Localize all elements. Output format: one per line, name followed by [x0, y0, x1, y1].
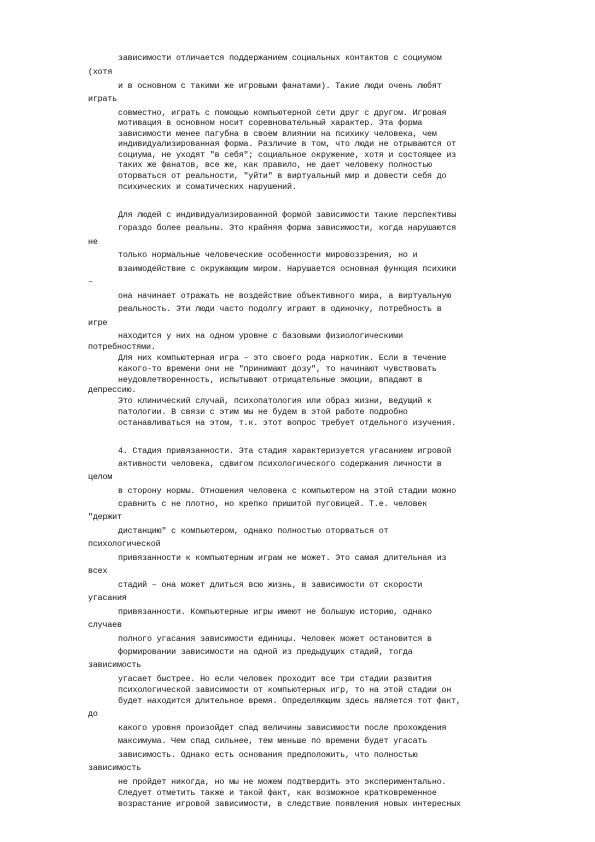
text-line: неудовлетворенность, испытывают отрицательные эмоции, впадают в [118, 376, 423, 385]
text-line: не пройдет никогда, но мы не можем подтвердить это экспериментально. [118, 778, 447, 787]
text-line: потребностями. [88, 343, 156, 352]
text-line: Это клинический случай, психопатология или образ жизни, ведущий к [118, 397, 432, 406]
text-line: Следует отметить также и такой факт, как возможное кратковременное [118, 789, 437, 798]
text-line: максимума. Чем спад сильнее, тем меньше по времени будет угасать [118, 737, 428, 746]
text-line: зависимости менее пагубна в своем влиянии на психику человека, чем [118, 130, 437, 139]
text-line: гораздо более реальны. Это крайняя форма зависимости, когда нарушаются [118, 224, 457, 233]
text-line: таких же фанатов, все же, как правило, не дает человеку полностью [118, 161, 432, 170]
text-line: не [88, 238, 98, 247]
text-line: индивидуализированная форма. Различие в том, что люди не отрываются от [118, 140, 457, 149]
text-line: мотивация в основном носит соревновательный характер. Эта форма [118, 119, 423, 128]
text-line: стадий – она может длиться всю жизнь, в зависимости от скорости [118, 581, 423, 590]
text-line: психологической [88, 540, 161, 549]
text-line: полного угасания зависимости единицы. Человек может остановится в [118, 635, 432, 644]
text-line: зависимости отличается поддержанием социальных контактов с социумом [118, 54, 442, 63]
text-line: оторваться от реальности, "уйти" в виртуальный мир и довести себя до [118, 172, 447, 181]
text-line: останавливаться на этом, т.к. этот вопрос требует отдельного изучения. [118, 419, 457, 428]
text-line: угасает быстрее. Но если человек проходит все три стадии развития [118, 675, 432, 684]
text-line: угасания [88, 594, 127, 603]
text-line: формировании зависимости на одной из предыдущих стадий, тогда [118, 648, 413, 657]
text-line: "держит [88, 513, 122, 522]
text-line: до [88, 710, 98, 719]
text-line: (хотя [88, 68, 113, 77]
text-line: психологической зависимости от компьютерных игр, то на этой стадии он [118, 686, 452, 695]
text-line: какого-то времени они не "принимают дозу", то начинают чувствовать [118, 365, 437, 374]
text-line: дистанцию" с компьютером, однако полностью оторваться от [118, 527, 389, 536]
text-line: 4. Стадия привязанности. Эта стадия характеризуется угасанием игровой [118, 447, 452, 456]
text-line: социума, не уходят "в себя"; социальное окружение, хотя и состоящее из [118, 151, 457, 160]
text-line: Для людей с индивидуализированной формой зависимости такие перспективы [118, 211, 457, 220]
text-line: привязанности к компьютерным играм не может. Это самая длительная из [118, 554, 447, 563]
text-line: Для них компьютерная игра – это своего рода наркотик. Если в течение [118, 354, 447, 363]
text-line: будет находится длительное время. Определяющим здесь является тот факт, [118, 697, 461, 706]
text-line: зависимость. Однако есть основания предположить, что полностью [118, 751, 418, 760]
text-line: целом [88, 473, 113, 482]
text-line: психических и соматических нарушений. [118, 183, 297, 192]
text-line: зависимость [88, 764, 142, 773]
text-line: патологии. В связи с этим мы не будем в этой работе подробно [118, 408, 408, 417]
text-line: случаев [88, 621, 122, 630]
text-line: взаимодействие с окружающим миром. Нарушается основная функция психики [118, 265, 457, 274]
text-line: реальность. Эти люди часто подолгу играют в одиночку, потребность в [118, 305, 442, 314]
text-line: находится у них на одном уровне с базовыми физиологическими [118, 332, 403, 341]
text-line: играть [88, 95, 117, 104]
text-line: сравнить с не плотно, но крепко пришитой пуговицей. Т.е. человек [118, 500, 428, 509]
text-line: в сторону нормы. Отношения человека с компьютером на этой стадии можно [118, 487, 457, 496]
text-line: зависимость [88, 661, 142, 670]
text-line: и в основном с такими же игровыми фанатами). Такие люди очень любят [118, 82, 442, 91]
text-line: какого уровня произойдет спад величины зависимости после прохождения [118, 724, 447, 733]
text-line: совместно, играть с помощью компьютерной сети друг с другом. Игровая [118, 109, 447, 118]
text-line: она начинает отражать не воздействие объективного мира, а виртуальную [118, 292, 452, 301]
text-line: активности человека, сдвигом психологического содержания личности в [118, 460, 442, 469]
text-line: только нормальные человеческие особенности мировоззрения, но и [118, 251, 418, 260]
text-line: игре [88, 319, 108, 328]
text-line: депрессию. [88, 386, 137, 395]
text-line: возрастание игровой зависимости, в следствие появления новых интересных [118, 800, 461, 809]
text-line: – [88, 278, 93, 287]
text-line: привязанности. Компьютерные игры имеют не большую историю, однако [118, 608, 432, 617]
text-line: всех [88, 567, 108, 576]
